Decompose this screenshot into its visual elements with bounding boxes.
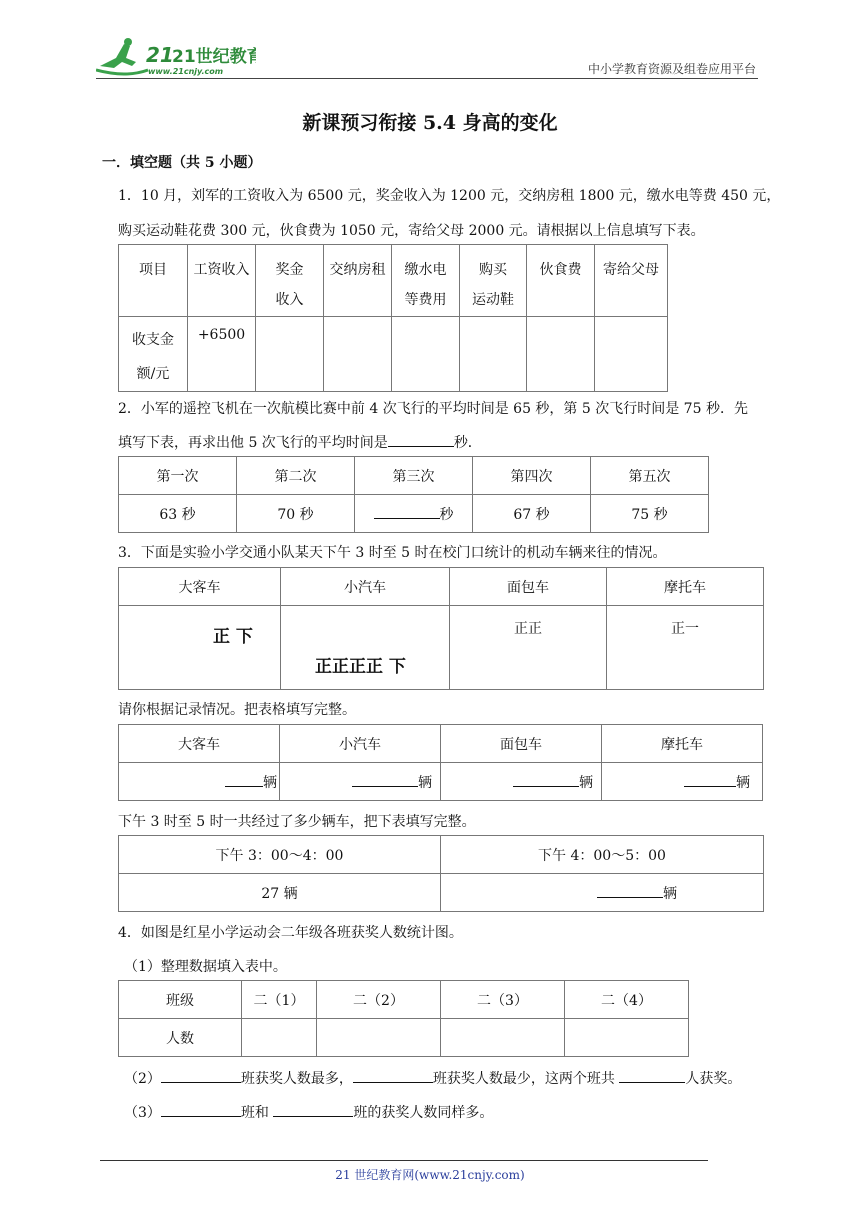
- q1-row-label: 收支金 额/元: [119, 317, 188, 392]
- answer-blank[interactable]: [225, 772, 263, 787]
- q3-tally-table: [118, 567, 764, 690]
- q2-value-cell: 70 秒: [237, 495, 355, 533]
- answer-blank[interactable]: [353, 1068, 433, 1083]
- logo-text: 21世纪教育: [172, 47, 256, 67]
- answer-blank[interactable]: [161, 1068, 241, 1083]
- q1-table: [118, 244, 668, 392]
- q3-tally-cell: 正一: [607, 606, 764, 690]
- q1-header-cell: 寄给父母: [595, 245, 668, 317]
- q1-header-cell: 工资收入: [188, 245, 256, 317]
- q2-third-blank[interactable]: [374, 504, 440, 519]
- q3-count-header: 大客车: [119, 725, 280, 763]
- q4-header-cell: 二（4）: [565, 981, 689, 1019]
- footer-link[interactable]: 21 世纪教育网(www.21cnjy.com): [335, 1168, 525, 1182]
- logo-url: www.21cnjy.com: [148, 67, 224, 76]
- q4-value-cell[interactable]: [565, 1019, 689, 1057]
- q4-row-label: 人数: [119, 1019, 242, 1057]
- q3-tally-cell: [119, 606, 281, 690]
- unit-label: 辆: [663, 885, 677, 902]
- footer-divider: [100, 1160, 708, 1161]
- q2-text-line2-b: 秒．: [453, 435, 482, 451]
- q2-value-cell: 63 秒: [119, 495, 237, 533]
- q3-text-line1: 3．下面是实验小学交通小队某天下午 3 时至 5 时在校门口统计的机动车辆来往的情况。: [118, 545, 667, 561]
- platform-name: 中小学教育资源及组卷应用平台: [587, 62, 756, 76]
- time-value: 27 辆: [119, 874, 441, 912]
- tally-mark: 正正正正 下: [315, 657, 406, 677]
- q4-value-cell[interactable]: [441, 1019, 565, 1057]
- q4-sub3: [124, 1102, 493, 1122]
- q3-count-cell[interactable]: [441, 763, 602, 801]
- q4-value-cell[interactable]: [242, 1019, 317, 1057]
- q3-tally-cell: [281, 606, 450, 690]
- q3-tally-cell: 正正: [450, 606, 607, 690]
- q1-text-line2: 购买运动鞋花费 300 元，伙食费为 1050 元，寄给父母 2000 元。请根据以上信息填写下表。: [118, 223, 705, 239]
- q2-text-line2: [118, 432, 482, 452]
- q2-answer-blank[interactable]: [388, 432, 454, 447]
- q1-value-cell[interactable]: [324, 317, 392, 392]
- q4-header-cell: 班级: [119, 981, 242, 1019]
- q2-table: [118, 456, 709, 533]
- q4-sub2-text: 班获奖人数最多，: [240, 1071, 353, 1087]
- answer-blank[interactable]: [597, 883, 663, 898]
- q3-count-header: 小汽车: [280, 725, 441, 763]
- svg-text:21: 21: [146, 43, 174, 67]
- q3-count-header: 面包车: [441, 725, 602, 763]
- q1-header-cell: 奖金 收入: [256, 245, 324, 317]
- q2-header-cell: 第三次: [355, 457, 473, 495]
- q2-header-cell: 第五次: [591, 457, 709, 495]
- unit-label: 辆: [579, 774, 593, 791]
- q3-time-table: [118, 835, 764, 912]
- q4-sub2: [124, 1068, 741, 1088]
- q4-table: [118, 980, 689, 1057]
- header-divider: [96, 78, 758, 79]
- q3-count-header: 摩托车: [602, 725, 763, 763]
- q3-header-cell: 小汽车: [281, 568, 450, 606]
- q4-value-cell[interactable]: [317, 1019, 441, 1057]
- q4-text-line1: 4．如图是红星小学运动会二年级各班获奖人数统计图。: [118, 925, 463, 941]
- q1-header-cell: 项目: [119, 245, 188, 317]
- q2-third-unit: 秒: [439, 506, 454, 523]
- answer-blank[interactable]: [513, 772, 579, 787]
- unit-label: 辆: [736, 774, 750, 791]
- answer-blank[interactable]: [273, 1102, 353, 1117]
- q3-instruction: 请你根据记录情况。把表格填写完整。: [118, 702, 356, 718]
- q1-value-cell[interactable]: [256, 317, 324, 392]
- q2-header-cell: 第一次: [119, 457, 237, 495]
- q3-header-cell: 摩托车: [607, 568, 764, 606]
- q3-count-table: [118, 724, 763, 801]
- q1-header-cell: 交纳房租: [324, 245, 392, 317]
- q3-question2: 下午 3 时至 5 时一共经过了多少辆车，把下表填写完整。: [118, 814, 476, 830]
- answer-blank[interactable]: [684, 772, 736, 787]
- q4-header-cell: 二（2）: [317, 981, 441, 1019]
- q1-value-cell[interactable]: [595, 317, 668, 392]
- q4-sub1: （1）整理数据填入表中。: [124, 959, 287, 975]
- q1-value-cell[interactable]: [527, 317, 595, 392]
- page-title: 新课预习衔接 5.4 身高的变化: [302, 112, 558, 134]
- site-logo: [96, 36, 256, 80]
- q3-header-cell: 大客车: [119, 568, 281, 606]
- q2-value-cell: 75 秒: [591, 495, 709, 533]
- section-heading: 一．填空题（共 5 小题）: [102, 155, 262, 171]
- q1-value-cell: +6500: [188, 317, 256, 392]
- q2-value-cell: 67 秒: [473, 495, 591, 533]
- q1-header-cell: 缴水电 等费用: [392, 245, 460, 317]
- q3-count-cell[interactable]: [119, 763, 280, 801]
- answer-blank[interactable]: [619, 1068, 685, 1083]
- q2-text-line1: 2．小军的遥控飞机在一次航模比赛中前 4 次飞行的平均时间是 65 秒，第 5 次飞行时间是 75 秒．先: [118, 401, 748, 417]
- q1-value-cell[interactable]: [392, 317, 460, 392]
- q2-header-cell: 第二次: [237, 457, 355, 495]
- q4-header-cell: 二（1）: [242, 981, 317, 1019]
- q3-count-cell[interactable]: [602, 763, 763, 801]
- q4-sub2-text: 班获奖人数最少，这两个班共: [432, 1071, 615, 1087]
- unit-label: 辆: [418, 774, 432, 791]
- q4-sub3-text: 班和: [240, 1105, 269, 1121]
- q4-sub3-text: 班的获奖人数同样多。: [353, 1105, 494, 1121]
- q1-text-line1: 1．10 月，刘军的工资收入为 6500 元，奖金收入为 1200 元，交纳房租 1800 元，缴水电等费 450 元，: [118, 188, 781, 204]
- q1-value-cell[interactable]: [460, 317, 527, 392]
- q2-text-line2-a: 填写下表，再求出他 5 次飞行的平均时间是: [118, 435, 388, 451]
- q4-sub2-text: 人获奖。: [685, 1071, 742, 1087]
- q4-header-cell: 二（3）: [441, 981, 565, 1019]
- q2-header-cell: 第四次: [473, 457, 591, 495]
- q2-value-cell-blank[interactable]: [355, 495, 473, 533]
- time-value-blank-cell[interactable]: [441, 874, 764, 912]
- time-header: 下午 3：00～4：00: [119, 836, 441, 874]
- q4-sub2-prefix: （2）: [124, 1071, 161, 1087]
- q4-sub3-prefix: （3）: [124, 1105, 161, 1121]
- q1-header-cell: 伙食费: [527, 245, 595, 317]
- q1-header-cell: 购买 运动鞋: [460, 245, 527, 317]
- answer-blank[interactable]: [352, 772, 418, 787]
- answer-blank[interactable]: [161, 1102, 241, 1117]
- tally-mark: 正 下: [213, 627, 253, 647]
- q3-count-cell[interactable]: [280, 763, 441, 801]
- time-header: 下午 4：00～5：00: [441, 836, 764, 874]
- q3-header-cell: 面包车: [450, 568, 607, 606]
- unit-label: 辆: [263, 774, 277, 791]
